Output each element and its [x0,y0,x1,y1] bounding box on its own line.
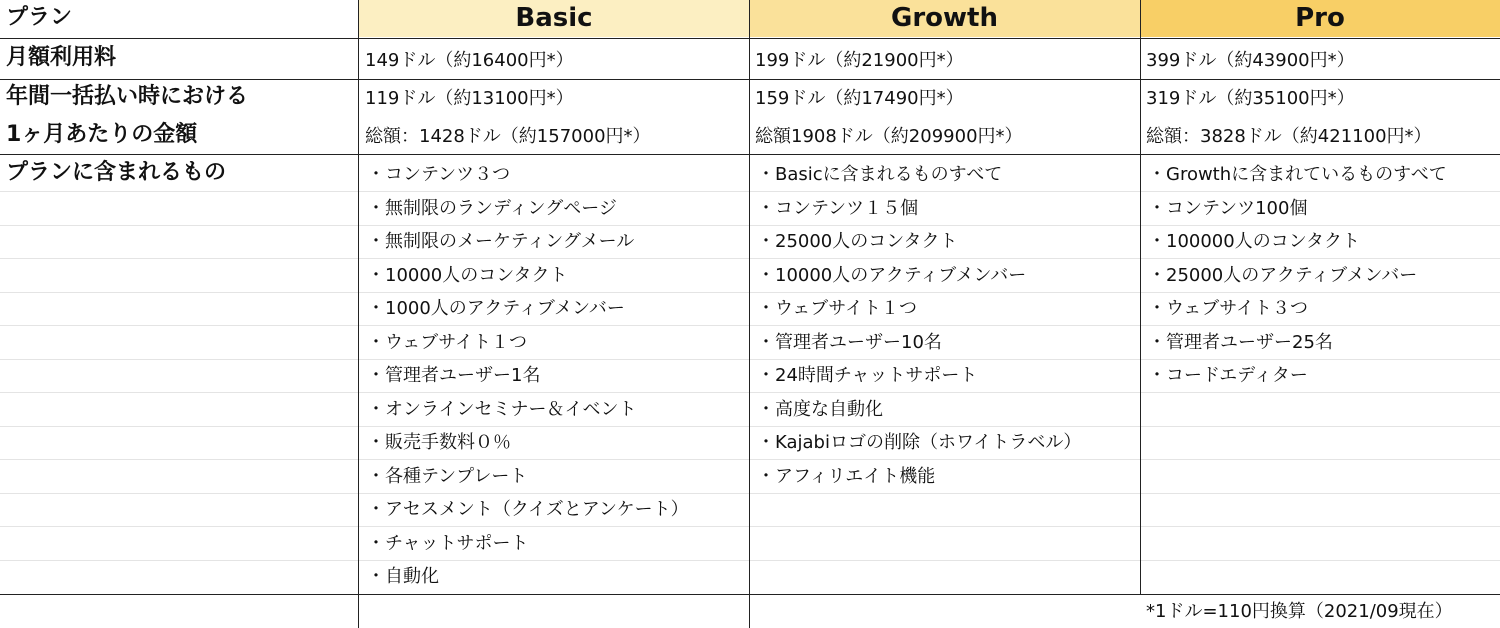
annual-monthly-growth: 159ドル（約17490円*） [755,88,964,109]
grid-line [0,493,1500,494]
feature-growth: ・Basicに含まれるものすべて [757,164,1003,185]
annual-total-growth: 総額1908ドル（約209900円*） [755,126,1023,147]
feature-pro: ・管理者ユーザー25名 [1148,331,1333,353]
feature-pro: ・コードエディター [1148,365,1308,386]
feature-basic: ・販売手数料０％ [367,432,511,453]
feature-growth: ・高度な自動化 [757,398,883,420]
monthly-price-growth: 199ドル（約21900円*） [755,50,964,71]
feature-pro: ・Growthに含まれているものすべて [1148,164,1447,185]
monthly-price-basic: 149ドル（約16400円*） [365,50,574,71]
feature-basic: ・チャットサポート [367,532,529,554]
feature-basic: ・管理者ユーザー1名 [367,365,541,386]
feature-pro: ・100000人のコンタクト [1148,231,1360,252]
feature-basic: ・コンテンツ３つ [367,164,511,185]
feature-basic: ・10000人のコンタクト [367,264,568,286]
feature-basic: ・無制限のメーケティングメール [367,231,635,252]
exchange-rate-footnote: *1ドル=110円換算（2021/09現在） [1146,601,1453,622]
grid-line [0,560,1500,561]
plan-name-basic: Basic [515,3,593,33]
grid-line-header [0,38,1500,39]
plan-name-growth: Growth [891,3,998,33]
row-label-plan: プラン [6,5,73,30]
monthly-price-pro: 399ドル（約43900円*） [1146,50,1355,71]
feature-basic: ・各種テンプレート [367,465,528,487]
feature-growth: ・Kajabiロゴの削除（ホワイトラベル） [757,432,1082,453]
feature-growth: ・10000人のアクティブメンバー [757,264,1027,286]
annual-monthly-basic: 119ドル（約13100円*） [365,88,574,109]
feature-growth: ・アフィリエイト機能 [757,465,936,487]
feature-growth: ・24時間チャットサポート [757,365,978,386]
feature-basic: ・自動化 [367,566,439,587]
feature-basic: ・アセスメント（クイズとアンケート） [367,499,689,520]
annual-total-pro: 総額：3828ドル（約421100円*） [1146,126,1432,147]
row-label-annual-line1: 年間一括払い時における [6,84,249,109]
annual-total-basic: 総額：1428ドル（約157000円*） [365,126,651,147]
annual-monthly-pro: 319ドル（約35100円*） [1146,88,1355,109]
feature-basic: ・1000人のアクティブメンバー [367,298,625,319]
feature-growth: ・25000人のコンタクト [757,231,958,252]
row-label-monthly: 月額利用料 [6,45,117,70]
row-label-includes: プランに含まれるもの [6,160,227,185]
feature-growth: ・ウェブサイト１つ [757,298,918,319]
plan-name-pro: Pro [1295,3,1345,33]
feature-pro: ・ウェブサイト３つ [1148,298,1309,319]
row-label-annual-line2: 1ヶ月あたりの金額 [6,122,198,147]
grid-line-features [0,594,1500,595]
feature-pro: ・コンテンツ100個 [1148,197,1308,219]
feature-growth: ・コンテンツ１５個 [757,197,919,219]
feature-growth: ・管理者ユーザー10名 [757,331,942,353]
feature-basic: ・オンラインセミナー＆イベント [367,398,637,420]
grid-line [0,526,1500,527]
feature-pro: ・25000人のアクティブメンバー [1148,264,1418,286]
feature-basic: ・無制限のランディングページ [367,197,617,219]
feature-basic: ・ウェブサイト１つ [367,331,528,353]
